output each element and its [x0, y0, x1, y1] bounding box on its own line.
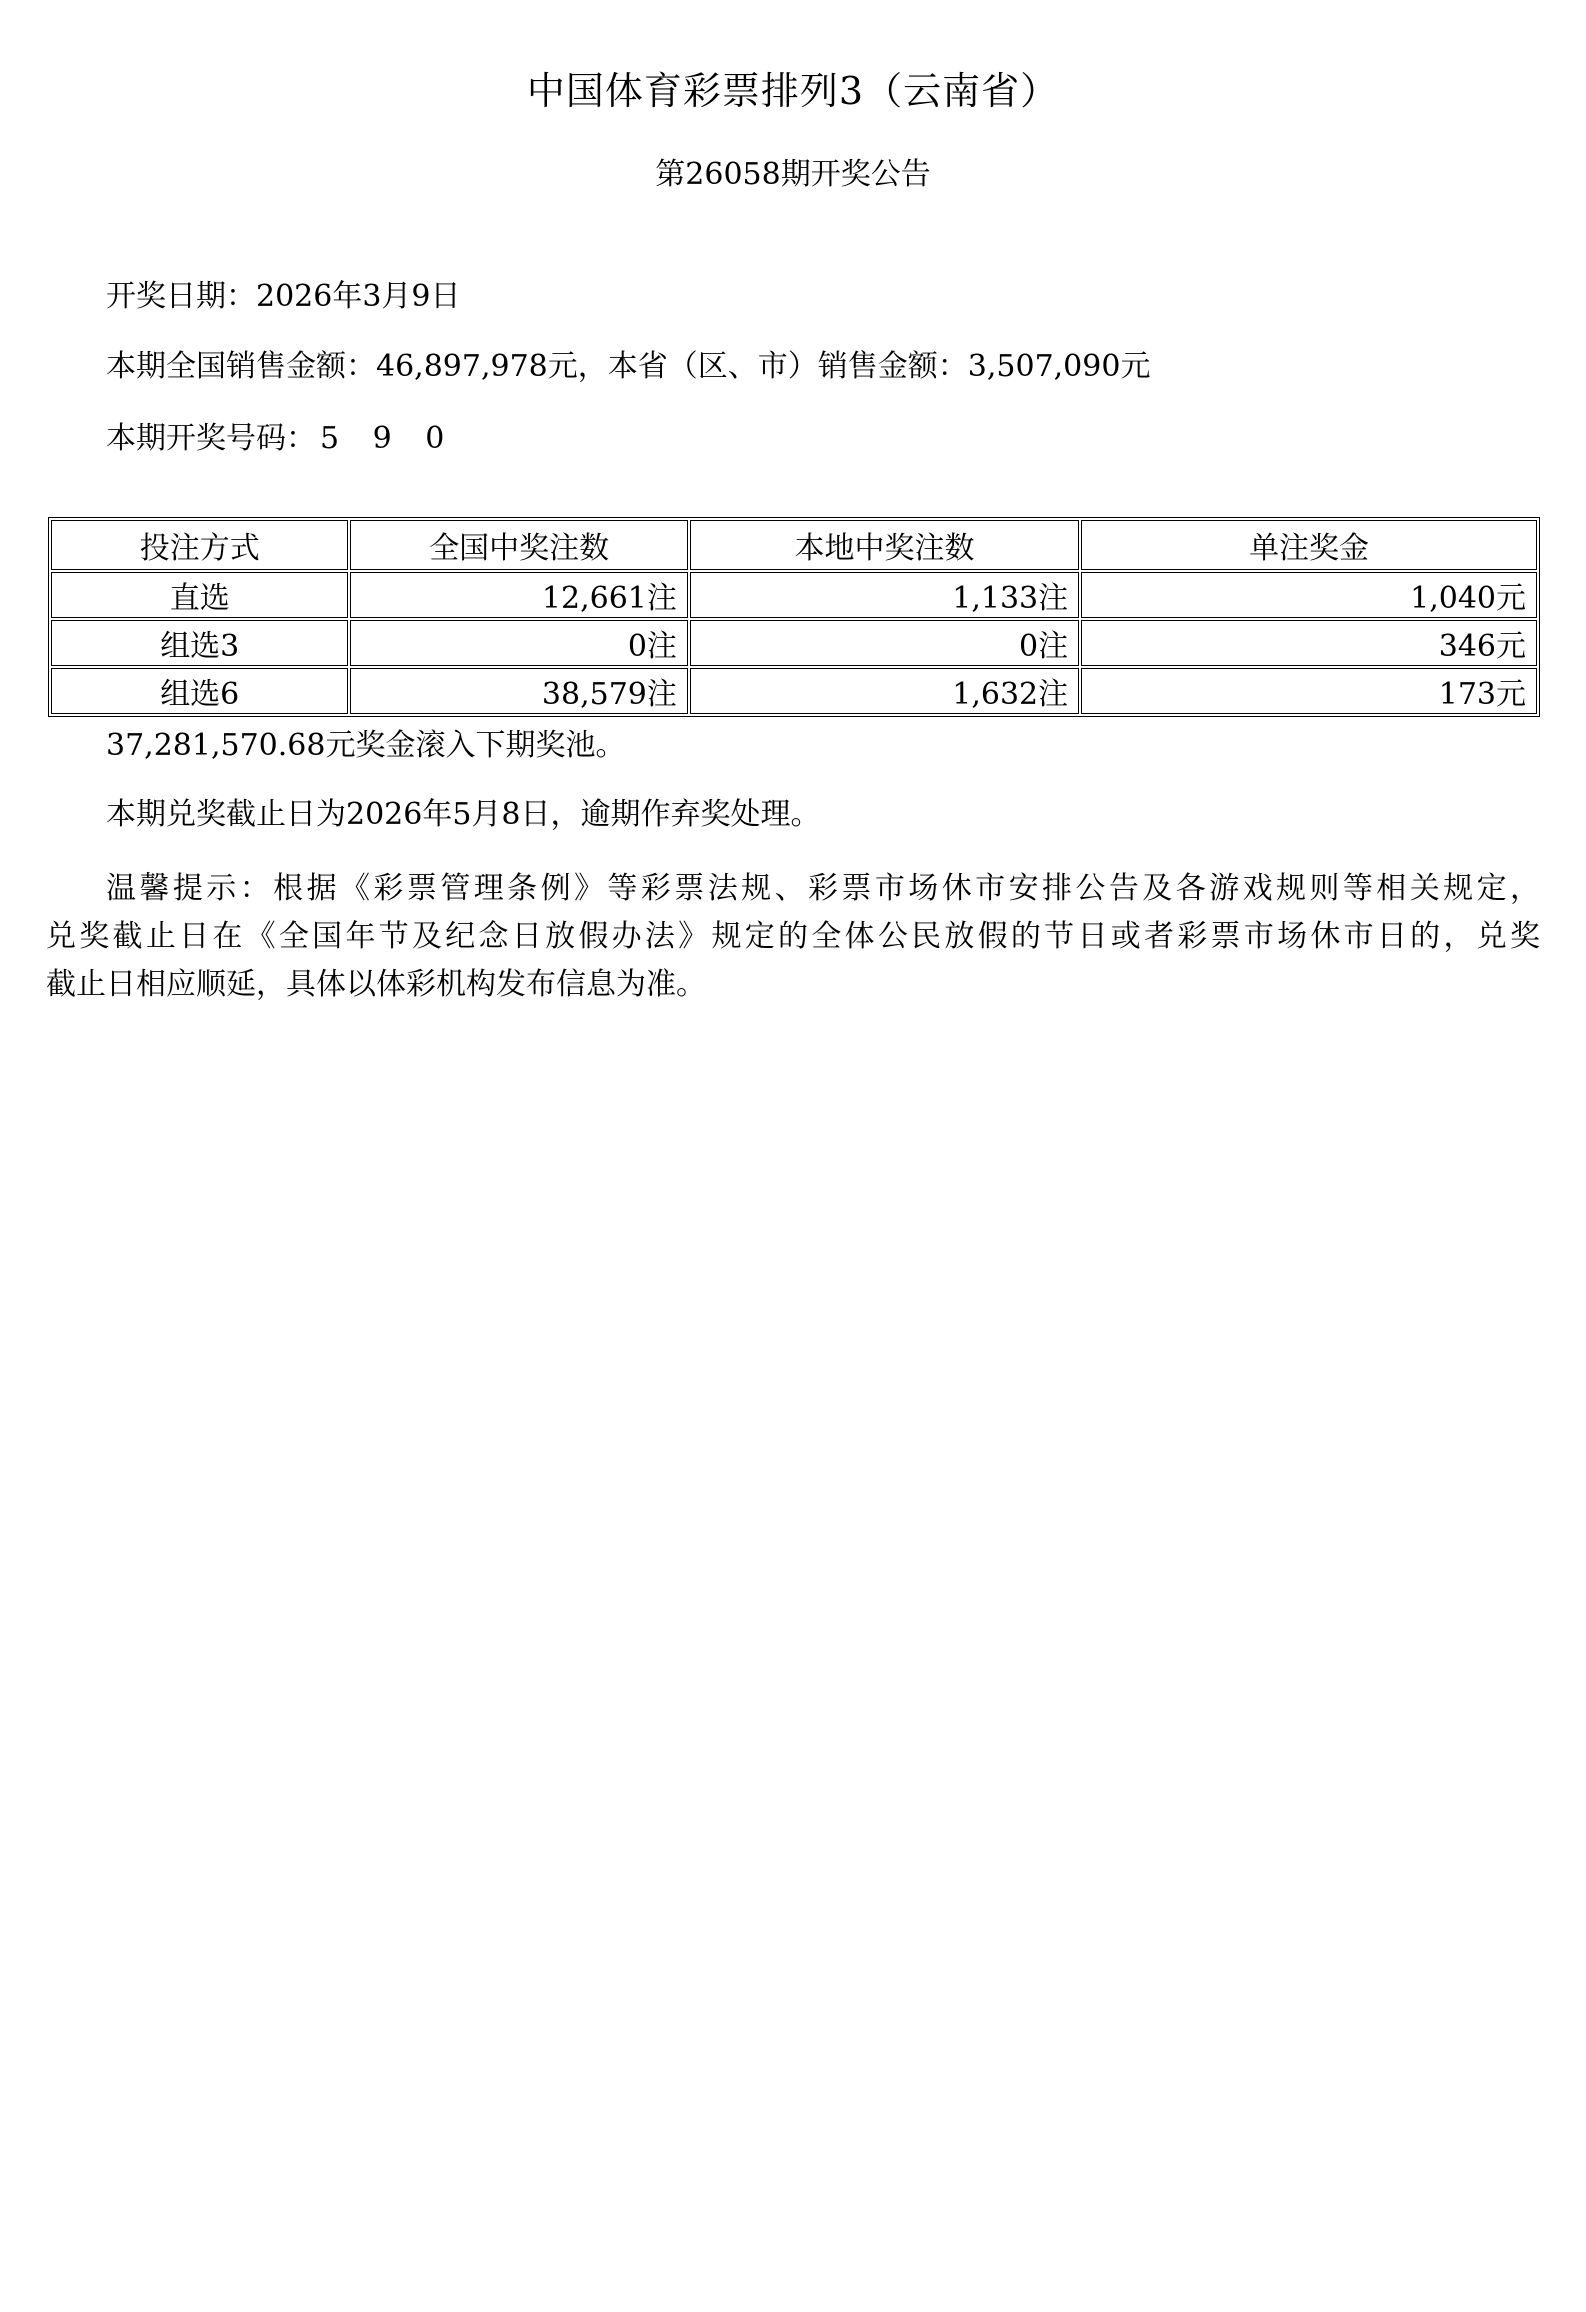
- draw-date-line: 开奖日期：2026年3月9日: [106, 279, 461, 314]
- cell-bet-method: 组选6: [51, 668, 348, 714]
- prize-table: [48, 517, 1540, 717]
- notice-paragraph: [46, 865, 1540, 1009]
- table-row: [51, 572, 1537, 618]
- cell-single-prize: 1,040元: [1081, 572, 1537, 618]
- notice-line-1: 温馨提示：根据《彩票管理条例》等彩票法规、彩票市场休市安排公告及各游戏规则等相关规定，: [106, 871, 1540, 906]
- header-local-wins: 本地中奖注数: [690, 520, 1079, 570]
- announcement-page: [0, 70, 1586, 2312]
- header-national-wins: 全国中奖注数: [350, 520, 687, 570]
- rollover-line: 37,281,570.68元奖金滚入下期奖池。: [106, 728, 626, 763]
- cell-local-wins: 1,133注: [690, 572, 1079, 618]
- cell-national-wins: 38,579注: [350, 668, 687, 714]
- deadline-line: 本期兑奖截止日为2026年5月8日，逾期作弃奖处理。: [106, 797, 821, 832]
- table-row: [51, 668, 1537, 714]
- cell-local-wins: 1,632注: [690, 668, 1079, 714]
- cell-single-prize: 173元: [1081, 668, 1537, 714]
- table-row: [51, 620, 1537, 666]
- cell-single-prize: 346元: [1081, 620, 1537, 666]
- cell-local-wins: 0注: [690, 620, 1079, 666]
- draw-numbers-label: 本期开奖号码：: [106, 421, 316, 456]
- notice-line-3: 截止日相应顺延，具体以体彩机构发布信息为准。: [46, 967, 706, 1002]
- document-body: [0, 70, 1586, 1009]
- notice-line-2: 兑奖截止日在《全国年节及纪念日放假办法》规定的全体公民放假的节日或者彩票市场休市日的，兑奖: [46, 919, 1540, 954]
- sales-amount-line: 本期全国销售金额：46,897,978元，本省（区、市）销售金额：3,507,090元: [106, 349, 1151, 384]
- cell-bet-method: 组选3: [51, 620, 348, 666]
- issue-subtitle: 第26058期开奖公告: [655, 157, 931, 192]
- draw-numbers-line: [46, 421, 1540, 456]
- page-title: 中国体育彩票排列3（云南省）: [526, 69, 1060, 113]
- cell-bet-method: 直选: [51, 572, 348, 618]
- header-bet-method: 投注方式: [51, 520, 348, 570]
- winning-numbers: 5 9 0: [320, 421, 457, 456]
- cell-national-wins: 12,661注: [350, 572, 687, 618]
- header-single-prize: 单注奖金: [1081, 520, 1537, 570]
- cell-national-wins: 0注: [350, 620, 687, 666]
- table-header-row: [51, 520, 1537, 570]
